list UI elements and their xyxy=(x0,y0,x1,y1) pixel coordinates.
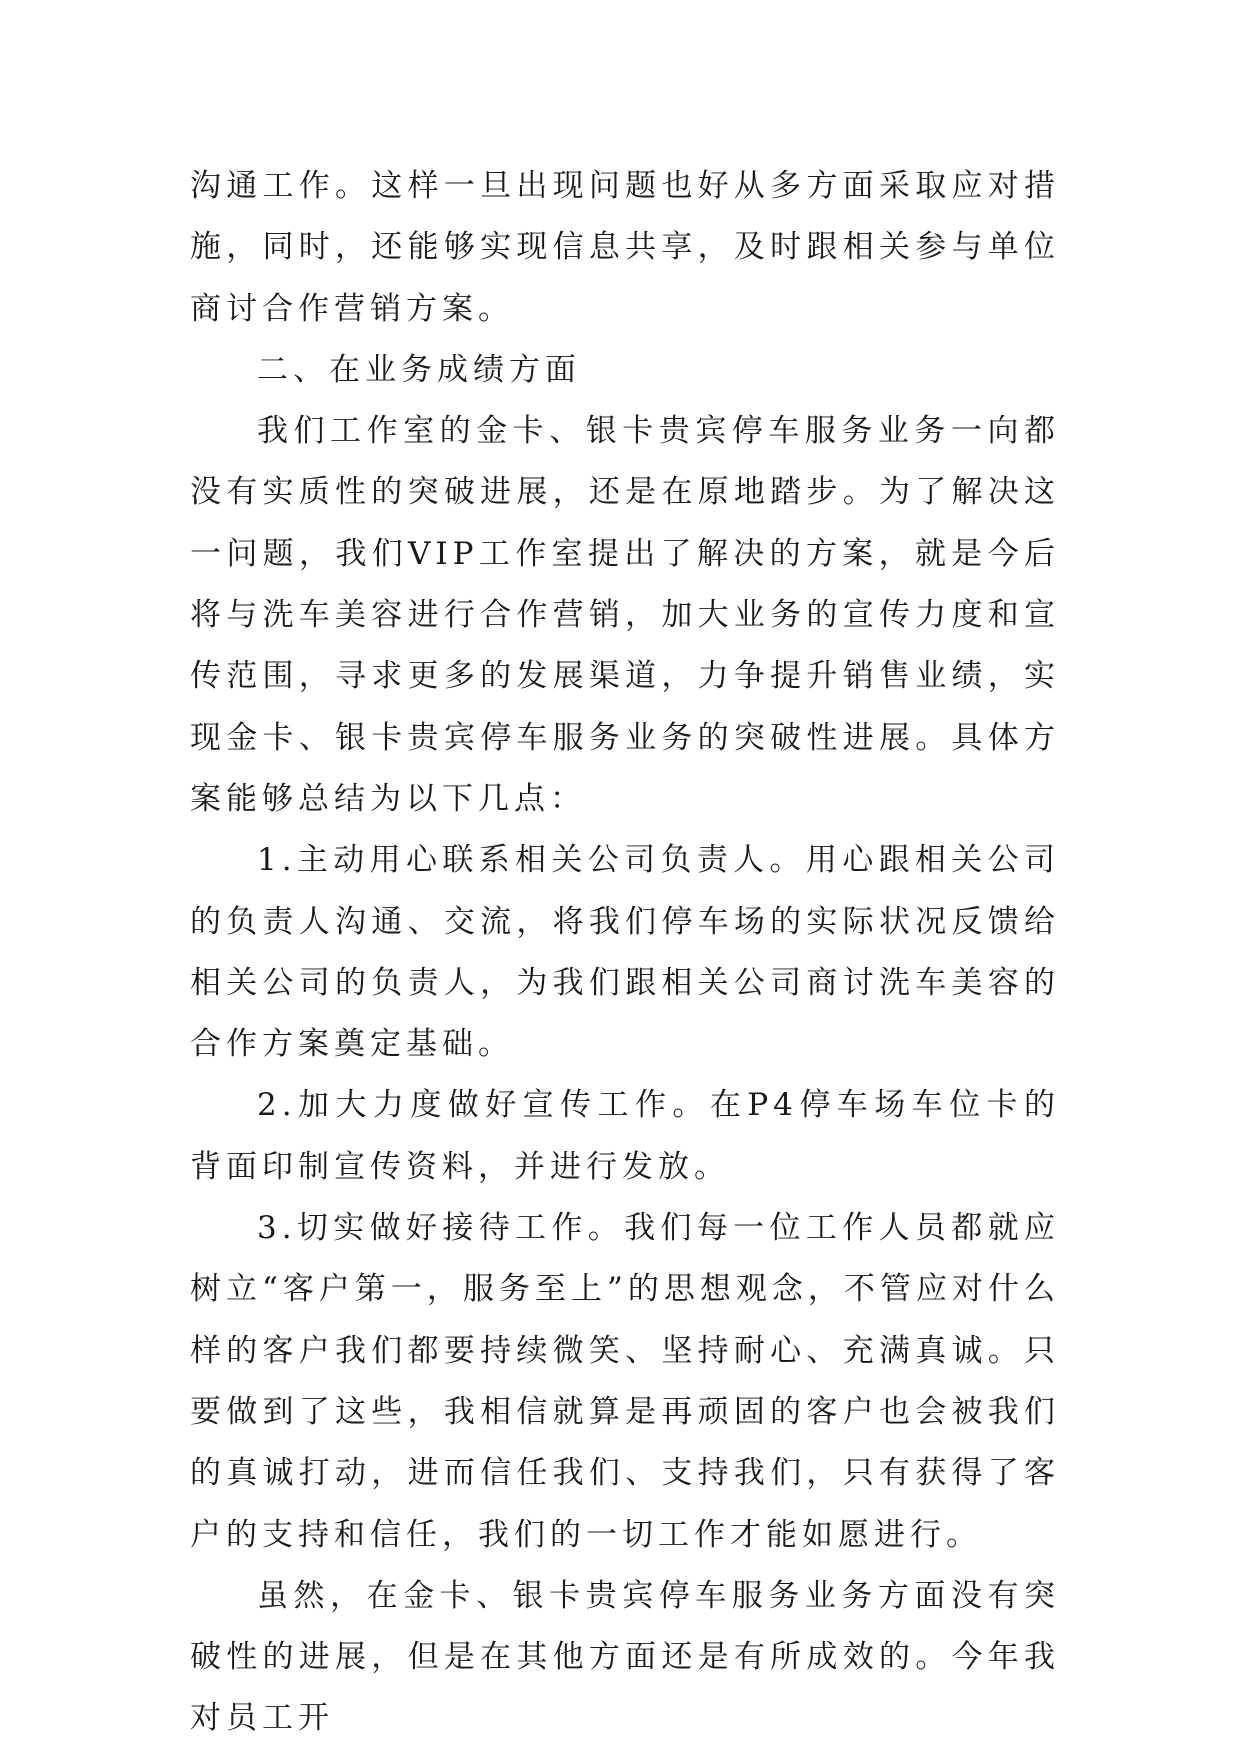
paragraph: 我们工作室的金卡、银卡贵宾停车服务业务一向都没有实质性的突破进展，还是在原地踏步。为了解决这一问题，我们VIP工作室提出了解决的方案，就是今后将与洗车美容进行合作营销，加大业务的宣传力度和宣传范围，寻求更多的发展渠道，力争提升销售业绩，实现金卡、银卡贵宾停车服务业务的突破性进展。具体方案能够总结为以下几点： xyxy=(190,413,1060,817)
list-item: 2.加大力度做好宣传工作。在P4停车场车位卡的背面印制宣传资料，并进行发放。 xyxy=(190,1087,1060,1185)
document-body xyxy=(190,156,1060,1750)
paragraph-continuation: 沟通工作。这样一旦出现问题也好从多方面采取应对措施，同时，还能够实现信息共享，及时跟相关参与单位商讨合作营销方案。 xyxy=(190,168,1060,327)
paragraph: 虽然，在金卡、银卡贵宾停车服务业务方面没有突破性的进展，但是在其他方面还是有所成效的。今年我对员工开 xyxy=(190,1577,1060,1737)
list-item: 1.主动用心联系相关公司负责人。用心跟相关公司的负责人沟通、交流，将我们停车场的实际状况反馈给相关公司的负责人，为我们跟相关公司商讨洗车美容的合作方案奠定基础。 xyxy=(190,842,1060,1063)
section-heading: 二、在业务成绩方面 xyxy=(257,351,581,388)
list-item: 3.切实做好接待工作。我们每一位工作人员都就应树立“客户第一，服务至上”的思想观念，不管应对什么样的客户我们都要持续微笑、坚持耐心、充满真诚。只要做到了这些，我相信就算是再顽固的客户也会被我们的真诚打动，进而信任我们、支持我们，只有获得了客户的支持和信任，我们的一切工作才能如愿进行。 xyxy=(190,1210,1060,1553)
